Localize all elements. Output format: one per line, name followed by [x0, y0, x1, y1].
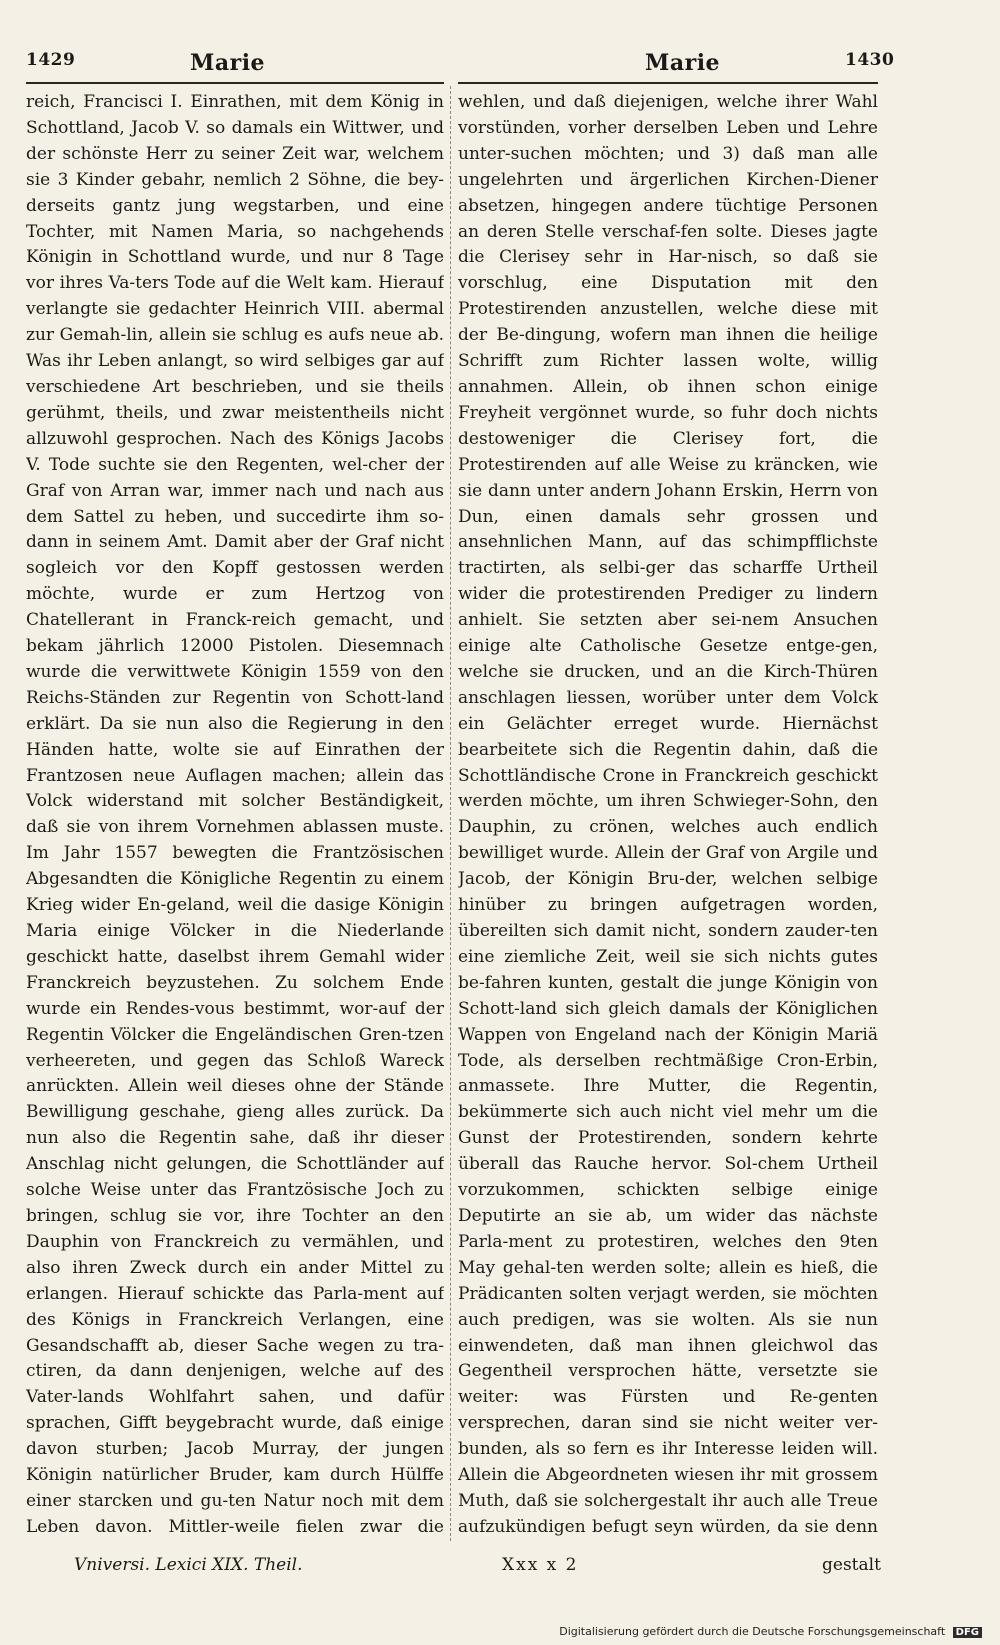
footer-volume: Vniversi. Lexici XIX. Theil.	[74, 1555, 303, 1575]
page-number-left: 1429	[26, 50, 76, 70]
text-column-right: wehlen, und daß diejenigen, welche ihrer Wahl vorstünden, vorher derselben Leben und Lehre unter-suchen möchten; und 3) daß man alle ungelehrten und ärgerlichen Kirchen-Diener absetzen, hingegen andere tüchtige Personen an deren Stelle verschaf-fen solte. Dieses jagte die Clerisey sehr in Har-nisch, so daß sie vorschlug, eine Disputation mit den Protestirenden anzustellen, welche diese mit der Be-dingung, wofern man ihnen die heilige Schrifft zum Richter lassen wolte, willig annahmen. Allein, ob ihnen schon einige Freyheit vergönnet wurde, so fuhr doch nichts destoweniger die Clerisey fort, die Protestirenden auf alle Weise zu kräncken, wie sie dann unter andern Johann Erskin, Herrn von Dun, einen damals sehr grossen und ansehnlichen Mann, auf das schimpfflichste tractirten, als selbi-ger das scharffe Urtheil wider die protestirenden Prediger zu lindern anhielt. Sie setzten aber sei-nem Ansuchen einige alte Catholische Gesetze entge-gen, welche sie drucken, und an die Kirch-Thüren anschlagen liessen, worüber unter dem Volck ein Gelächter erreget wurde. Hiernächst bearbeitete sich die Regentin dahin, daß die Schottländische Crone in Franckreich geschickt werden möchte, um ihren Schwieger-Sohn, den Dauphin, zu crönen, welches auch endlich bewilliget wurde. Allein der Graf von Argile und Jacob, der Königin Bru-der, welchen selbige hinüber zu bringen aufgetragen worden, übereilten sich damit nicht, sondern zauder-ten eine ziemliche Zeit, weil sie sich nichts gutes be-fahren kunten, gestalt die junge Königin von Schott-land sich gleich damals der Königlichen Wappen von Engeland nach der Königin Mariä Tode, als derselben rechtmäßige Cron-Erbin, anmassete. Ihre Mutter, die Regentin, bekümmerte sich auch nicht viel mehr um die Gunst der Protestirenden, sondern kehrte überall das Rauche hervor. Sol-chem Urtheil vorzukommen, schickten selbige einige Deputirte an sie ab, um wider das nächste Parla-ment zu protestiren, welches den 9ten May gehal-ten werden solte; allein es hieß, die Prädicanten solten verjagt werden, sie möchten auch predigen, was sie wolten. Als sie nun einwendeten, daß man ihnen gleichwol das Gegentheil versprochen hätte, versetzte sie weiter: was Fürsten und Re-genten versprechen, daran sind sie nicht weiter ver-bunden, als so fern es ihr Interesse leiden will. Allein die Abgeordneten wiesen ihr mit grossem Muth, daß sie solchergestalt ihr auch alle Treue aufzukündigen befugt seyn würden, da sie denn	[458, 92, 878, 1537]
dfg-logo: DFG	[953, 1627, 982, 1638]
header-rule-right	[458, 82, 878, 84]
running-head-right: Marie	[645, 50, 721, 76]
running-head-left: Marie	[190, 50, 266, 76]
footer-catchword: gestalt	[822, 1555, 881, 1575]
header-rule-left	[26, 82, 444, 84]
footer-signature: Xxx x 2	[502, 1555, 579, 1575]
text-column-left: reich, Francisci I. Einrathen, mit dem König in Schottland, Jacob V. so damals ein Wittwer, und der schönste Herr zu seiner Zeit war, welchem sie 3 Kinder gebahr, nemlich 2 Söhne, die bey-derseits gantz jung wegstarben, und eine Tochter, mit Namen Maria, so nachgehends Königin in Schottland wurde, und nur 8 Tage vor ihres Va-ters Tode auf die Welt kam. Hierauf verlangte sie gedachter Heinrich VIII. abermal zur Gemah-lin, allein sie schlug es aufs neue ab. Was ihr Leben anlangt, so wird selbiges gar auf verschiedene Art beschrieben, und sie theils gerühmt, theils, und zwar meistentheils nicht allzuwohl gesprochen. Nach des Königs Jacobs V. Tode suchte sie den Regenten, wel-cher der Graf von Arran war, immer nach und nach aus dem Sattel zu heben, und succedirte ihm so-dann in seinem Amt. Damit aber der Graf nicht sogleich vor den Kopff gestossen werden möchte, wurde er zum Hertzog von Chatellerant in Franck-reich gemacht, und bekam jährlich 12000 Pistolen. Diesemnach wurde die verwittwete Königin 1559 von den Reichs-Ständen zur Regentin von Schott-land erklärt. Da sie nun also die Regierung in den Händen hatte, wolte sie auf Einrathen der Frantzosen neue Auflagen machen; allein das Volck widerstand mit solcher Beständigkeit, daß sie von ihrem Vornehmen ablassen muste. Im Jahr 1557 bewegten die Frantzösischen Abgesandten die Königliche Regentin zu einem Krieg wider En-geland, weil die dasige Königin Maria einige Völcker in die Niederlande geschickt hatte, daselbst ihrem Gemahl wider Franckreich beyzustehen. Zu solchem Ende wurde ein Rendes-vous bestimmt, wor-auf der Regentin Völcker die Engeländischen Gren-tzen verheereten, und gegen das Schloß Wareck anrückten. Allein weil dieses ohne der Stände Bewilligung geschahe, gieng alles zurück. Da nun also die Regentin sahe, daß ihr dieser Anschlag nicht gelungen, die Schottländer auf solche Weise unter das Frantzösische Joch zu bringen, schlug sie vor, ihre Tochter an den Dauphin von Franckreich zu vermählen, und also ihren Zweck durch ein ander Mittel zu erlangen. Hierauf schickte das Parla-ment auf des Königs in Franckreich Verlangen, eine Gesandschafft ab, dieser Sache wegen zu tra-ctiren, da dann denjenigen, welche auf des Vater-lands Wohlfahrt sahen, und dafür sprachen, Gifft beygebracht wurde, daß einige davon sturben; Jacob Murray, der jungen Königin natürlicher Bruder, kam durch Hülffe einer starcken und gu-ten Natur noch mit dem Leben davon. Mittler-weile fielen zwar die	[26, 92, 444, 1537]
credit-text: Digitalisierung gefördert durch die Deutsche Forschungsgemeinschaft	[559, 1625, 946, 1638]
column-divider	[450, 86, 452, 1541]
page-number-right: 1430	[845, 50, 895, 70]
digitization-credit	[559, 1625, 982, 1638]
